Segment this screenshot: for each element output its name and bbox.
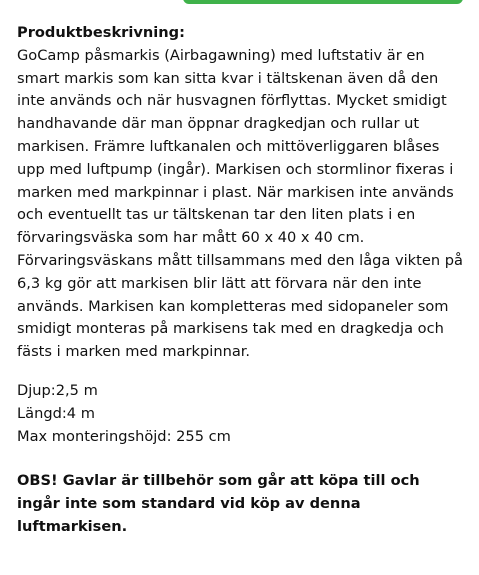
product-description-section bbox=[17, 22, 463, 539]
spec-depth: Djup:2,5 m bbox=[17, 381, 98, 399]
spec-length: Längd:4 m bbox=[17, 404, 95, 422]
description-heading: Produktbeskrivning: bbox=[17, 24, 185, 41]
notice-text: OBS! Gavlar är tillbehör som går att köpa till och ingår inte som standard vid köp av denna luftmarkisen. bbox=[17, 472, 420, 535]
add-to-cart-button-edge[interactable] bbox=[183, 0, 463, 4]
description-text: GoCamp påsmarkis (Airbagawning) med luftstativ är en smart markis som kan sitta kvar i tältskenan även då den inte används och när husvagnen förflyttas. Mycket smidigt handhavande där man öppnar dragkedjan och rullar ut markisen. Främre luftkanalen och mittöverliggaren blåses upp med luftpump (ingår). Markisen och stormlinor fixeras i marken med markpinnar i plast. När markisen inte används och eventuellt tas ur tältskenan tar den liten plats i en förvaringsväska som har mått 60 x 40 x 40 cm. Förvaringsväskans mått tillsammans med den låga vikten på 6,3 kg gör att markisen blir lätt att förvara när den inte används. Markisen kan kompletteras med sidopaneler som smidigt monteras på markisens tak med en dragkedja och fästs i marken med markpinnar. bbox=[17, 46, 463, 361]
spec-max-height: Max monteringshöjd: 255 cm bbox=[17, 427, 231, 445]
spec-list bbox=[17, 380, 463, 448]
